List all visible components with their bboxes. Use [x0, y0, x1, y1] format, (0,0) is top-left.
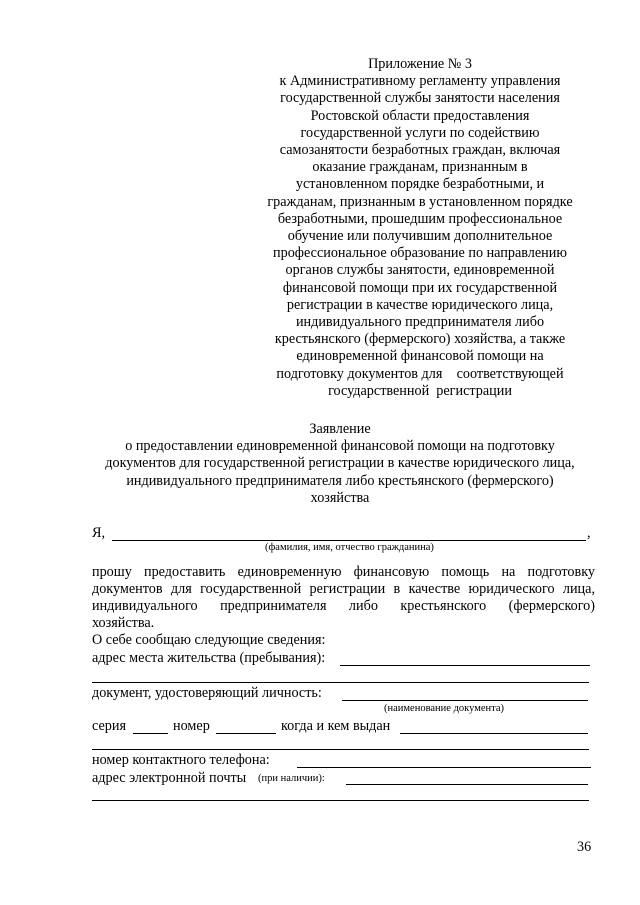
email-note: (при наличии):: [258, 773, 325, 784]
email-field[interactable]: [346, 784, 588, 785]
appendix-line: государственной службы занятости населения: [280, 90, 560, 107]
issued-field-continued[interactable]: [92, 749, 589, 750]
appendix-line: оказание гражданам, признанным в: [312, 159, 528, 176]
number-label: номер: [173, 718, 210, 734]
appendix-line: безработными, прошедшим профессиональное: [277, 210, 563, 227]
fio-caption: (фамилия, имя, отчество гражданина): [265, 542, 434, 553]
appendix-header: [250, 56, 590, 400]
statement-title-line: документов для государственной регистрации в качестве юридического лица,: [105, 455, 575, 472]
statement-title: [40, 421, 640, 507]
appendix-line: регистрации в качестве юридического лица,: [286, 296, 554, 313]
appendix-line: крестьянского (фермерского) хозяйства, а также: [274, 331, 566, 348]
email-label: адрес электронной почты: [92, 770, 247, 786]
issued-field[interactable]: [400, 733, 588, 734]
applicant-prefix: Я,: [92, 525, 106, 541]
statement-heading: Заявление: [309, 421, 371, 437]
address-label: адрес места жительства (пребывания):: [92, 650, 326, 666]
appendix-line: подготовку документов для соответствующей: [276, 365, 564, 382]
appendix-line: единовременной финансовой помощи на: [296, 348, 544, 365]
series-label: серия: [92, 718, 126, 734]
address-field[interactable]: [340, 665, 590, 666]
number-field[interactable]: [216, 733, 276, 734]
document-field[interactable]: [342, 700, 588, 701]
address-field-continued[interactable]: [92, 682, 589, 683]
appendix-line: Приложение № 3: [368, 56, 472, 72]
appendix-line: установленном порядке безработными, и: [295, 176, 545, 193]
request-line: индивидуального предпринимателя либо крестьянского (фермерского): [92, 598, 595, 614]
issued-label: когда и кем выдан: [281, 718, 391, 734]
statement-title-line: индивидуального предпринимателя либо крестьянского (фермерского): [126, 472, 554, 489]
email-field-continued[interactable]: [92, 800, 589, 801]
appendix-line: самозанятости безработных граждан, включая: [279, 142, 561, 159]
statement-title-line: хозяйства: [310, 489, 370, 506]
appendix-line: гражданам, признанным в установленном порядке: [267, 193, 573, 210]
applicant-comma: ,: [587, 525, 591, 541]
about-label: О себе сообщаю следующие сведения:: [92, 632, 326, 648]
appendix-line: Ростовской области предоставления: [310, 107, 530, 124]
appendix-line: профессиональное образование по направлению: [273, 245, 567, 262]
appendix-line: индивидуального предпринимателя либо: [295, 314, 545, 331]
appendix-line: обучение или получившим дополнительное: [287, 228, 553, 245]
request-line: прошу предоставить единовременную финансовую помощь на подготовку: [92, 564, 595, 580]
request-line: документов для государственной регистрации в качестве юридического лица,: [92, 581, 595, 597]
appendix-line: государственной услуги по содействию: [300, 124, 540, 141]
document-caption: (наименование документа): [384, 703, 505, 714]
series-field[interactable]: [133, 733, 168, 734]
phone-field[interactable]: [297, 767, 591, 768]
appendix-line: государственной регистрации: [328, 382, 512, 399]
applicant-name-field[interactable]: [112, 540, 586, 541]
statement-title-line: о предоставлении единовременной финансовой помощи на подготовку: [125, 438, 555, 455]
appendix-line: органов службы занятости, единовременной: [285, 262, 555, 279]
request-line: хозяйства.: [92, 615, 155, 631]
page-number: 36: [577, 839, 592, 855]
appendix-line: к Административному регламенту управления: [279, 73, 561, 90]
document-label: документ, удостоверяющий личность:: [92, 685, 322, 701]
appendix-line: финансовой помощи при их государственной: [282, 279, 558, 296]
phone-label: номер контактного телефона:: [92, 752, 270, 768]
